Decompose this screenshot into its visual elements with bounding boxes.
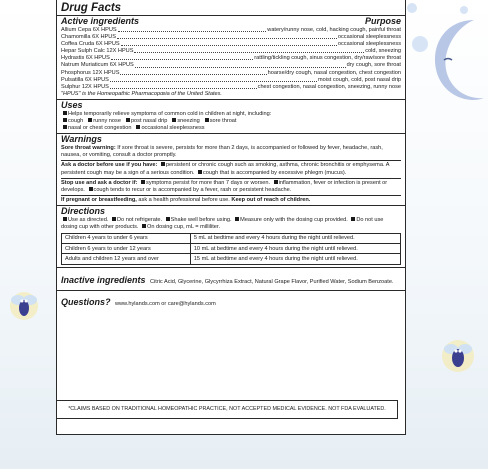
stop-use-b: inflammation, fever or infection is present or develops. bbox=[61, 179, 388, 193]
bullet-icon bbox=[205, 118, 209, 122]
use-item: sneezing bbox=[177, 118, 200, 125]
questions-heading: Questions? bbox=[61, 296, 111, 307]
bullet-icon bbox=[274, 180, 278, 184]
sore-throat-warning bbox=[61, 145, 401, 161]
uses-intro: Helps temporarily relieve symptoms of common cold in children at night, including: bbox=[68, 110, 272, 117]
drug-facts-panel bbox=[56, 0, 406, 435]
ingredient-purpose: cold, sneezing bbox=[365, 48, 401, 55]
directions-section bbox=[57, 206, 405, 268]
bullet-icon bbox=[89, 187, 93, 191]
stop-use-lead: Stop use and ask a doctor if: bbox=[61, 179, 138, 186]
ingredient-row bbox=[61, 55, 401, 62]
bullet-icon bbox=[166, 217, 170, 221]
direction-a: Use as directed. bbox=[68, 216, 109, 223]
ingredient-purpose: hoarse/dry cough, nasal congestion, chest congestion bbox=[267, 69, 401, 76]
ask-doctor-b: cough that is accompanied by excessive phlegm (mucus). bbox=[202, 169, 347, 176]
star-icon bbox=[412, 36, 428, 52]
dosage-amount: 10 mL at bedtime and every 4 hours during the night until relieved. bbox=[190, 244, 400, 254]
ingredient-name: Allium Cepa 6X HPUS bbox=[61, 27, 117, 33]
bullet-icon bbox=[112, 217, 116, 221]
warnings-heading: Warnings bbox=[61, 134, 102, 145]
purpose-heading: Purpose bbox=[364, 16, 401, 26]
dosage-age: Children 6 years to under 12 years bbox=[62, 244, 191, 254]
bullet-icon bbox=[126, 118, 130, 122]
dosage-row bbox=[62, 234, 401, 244]
ingredient-name: Hydrastis 6X HPUS bbox=[61, 55, 110, 62]
ask-doctor-lead: Ask a doctor before use if you have: bbox=[61, 162, 158, 169]
ingredient-purpose: chest congestion, nasal congestion, sneezing, runny nose bbox=[257, 83, 401, 90]
active-ingredients-section bbox=[57, 16, 405, 100]
dosage-age: Children 4 years to under 6 years bbox=[62, 234, 191, 244]
ingredient-row bbox=[61, 70, 401, 77]
ingredient-purpose: occasional sleeplessness bbox=[337, 34, 401, 41]
dot-leader bbox=[110, 84, 257, 89]
ingredient-name: Pulsatilla 6X HPUS bbox=[61, 76, 109, 83]
dosage-age: Adults and children 12 years and over bbox=[62, 254, 191, 264]
inactive-ingredients-text: Citric Acid, Glycerine, Glycyrrhiza Extract, Natural Grape Flavor, Purified Water, Sodium Benzoate. bbox=[149, 278, 394, 285]
dot-leader bbox=[111, 55, 253, 60]
stop-use-warning bbox=[61, 179, 401, 196]
ask-doctor-warning bbox=[61, 161, 401, 178]
active-ingredients-heading: Active ingredients bbox=[61, 16, 140, 26]
use-item: occasional sleeplessness bbox=[141, 125, 205, 132]
dot-leader bbox=[120, 70, 266, 75]
dot-leader bbox=[121, 41, 337, 46]
ingredient-row bbox=[61, 77, 401, 84]
ingredient-name: Coffea Cruda 6X HPUS bbox=[61, 41, 120, 48]
bullet-icon bbox=[142, 224, 146, 228]
uses-list-1 bbox=[61, 118, 401, 125]
uses-section bbox=[57, 100, 405, 134]
directions-heading: Directions bbox=[61, 205, 106, 216]
warnings-section bbox=[57, 134, 405, 206]
fda-disclaimer: *CLAIMS BASED ON TRADITIONAL HOMEOPATHIC PRACTICE, NOT ACCEPTED MEDICAL EVIDENCE. NOT FDA EVALUATED. bbox=[56, 400, 398, 419]
direction-d: Measure only with the dosing cup provided. bbox=[240, 216, 348, 223]
ingredient-purpose: rattling/tickling cough, sinus congestion, dry/raw/sore throat bbox=[254, 55, 401, 62]
inactive-ingredients-heading: Inactive ingredients bbox=[61, 274, 146, 285]
stop-use-a: symptoms persist for more than 7 days or worsen. bbox=[146, 179, 271, 186]
ingredient-purpose: dry cough, sore throat bbox=[346, 62, 401, 69]
inactive-ingredients-section bbox=[57, 268, 405, 291]
pregnancy-lead: If pregnant or breastfeeding, bbox=[61, 196, 137, 203]
use-item: nasal or chest congestion bbox=[68, 125, 132, 132]
dosage-row bbox=[62, 254, 401, 264]
dosage-table bbox=[61, 233, 401, 265]
ingredient-row bbox=[61, 34, 401, 41]
bullet-icon bbox=[141, 180, 145, 184]
ingredient-row bbox=[61, 62, 401, 69]
title-section bbox=[57, 0, 405, 16]
questions-contact[interactable]: www.hylands.com or care@hylands.com bbox=[114, 300, 216, 307]
bullet-icon bbox=[63, 111, 67, 115]
ingredient-purpose: occasional sleeplessness bbox=[337, 41, 401, 48]
ingredient-row bbox=[61, 48, 401, 55]
dot-leader bbox=[110, 77, 317, 82]
bullet-icon bbox=[63, 217, 67, 221]
hpus-note: "HPUS" is the Homeopathic Pharmacopœia of the United States. bbox=[61, 90, 222, 97]
dosage-row bbox=[62, 244, 401, 254]
firefly-left-icon bbox=[4, 288, 44, 324]
dot-leader bbox=[117, 34, 337, 39]
directions-text bbox=[61, 217, 401, 231]
uses-list-2 bbox=[61, 125, 401, 132]
pregnancy-text: ask a health professional before use. bbox=[138, 196, 230, 203]
direction-b: Do not refrigerate. bbox=[116, 216, 163, 223]
ingredient-name: Natrum Muriaticum 6X HPUS bbox=[61, 62, 134, 69]
use-item: post nasal drip bbox=[130, 118, 168, 125]
bullet-icon bbox=[161, 162, 165, 166]
dosage-amount: 15 mL at bedtime and every 4 hours during the night until relieved. bbox=[190, 254, 400, 264]
ingredient-row bbox=[61, 27, 401, 34]
bullet-icon bbox=[172, 118, 176, 122]
ingredient-row bbox=[61, 84, 401, 91]
sore-throat-lead: Sore throat warning: bbox=[61, 145, 116, 152]
ingredient-purpose: watery/runny nose, cold, hacking cough, painful throat bbox=[267, 27, 401, 33]
dot-leader bbox=[134, 48, 364, 53]
questions-section bbox=[57, 291, 405, 311]
bullet-icon bbox=[88, 118, 92, 122]
uses-heading: Uses bbox=[61, 99, 83, 110]
dot-leader bbox=[118, 27, 267, 32]
stop-use-c: cough tends to recur or is accompanied by a fever, rash or persistent headache. bbox=[93, 186, 292, 193]
ingredient-name: Sulphur 12X HPUS bbox=[61, 83, 109, 90]
dot-leader bbox=[135, 62, 346, 67]
bullet-icon bbox=[63, 118, 67, 122]
sore-throat-text: If sore throat is severe, persists for more than 2 days, is accompanied or followed by fever, headache, rash, nausea, or vomiting, consult a doctor promptly. bbox=[61, 145, 383, 159]
direction-c: Shake well before using. bbox=[170, 216, 232, 223]
firefly-right-icon bbox=[436, 336, 480, 376]
use-item: runny nose bbox=[93, 118, 121, 125]
bullet-icon bbox=[63, 125, 67, 129]
drug-facts-title: Drug Facts bbox=[61, 2, 122, 14]
bullet-icon bbox=[351, 217, 355, 221]
direction-e: Do not use dosing cup with other products. bbox=[61, 216, 384, 230]
ingredient-row bbox=[61, 41, 401, 48]
bullet-icon bbox=[235, 217, 239, 221]
dosage-amount: 5 mL at bedtime and every 4 hours during the night until relieved. bbox=[190, 234, 400, 244]
ingredient-purpose: moist cough, cold, post nasal drip bbox=[317, 76, 401, 83]
bullet-icon bbox=[136, 125, 140, 129]
ingredient-name: Hepar Sulph Calc 12X HPUS bbox=[61, 48, 134, 55]
crescent-moon-icon bbox=[404, 0, 488, 120]
use-item: sore throat bbox=[209, 118, 237, 125]
use-item: cough bbox=[68, 118, 84, 125]
ingredient-list bbox=[61, 27, 401, 91]
direction-f: On dosing cup, mL = milliliter. bbox=[147, 223, 221, 230]
bullet-icon bbox=[198, 170, 202, 174]
ask-doctor-a: persistent or chronic cough such as smoking, asthma, chronic bronchitis or emphysema. A persistent cough may be a sign of a serious condition. bbox=[61, 162, 390, 176]
pregnancy-warning bbox=[61, 196, 401, 204]
ingredient-name: Chamomilla 6X HPUS bbox=[61, 34, 117, 41]
ingredient-name: Phosphorus 12X HPUS bbox=[61, 69, 120, 76]
keep-out-of-reach: Keep out of reach of children. bbox=[231, 196, 311, 203]
